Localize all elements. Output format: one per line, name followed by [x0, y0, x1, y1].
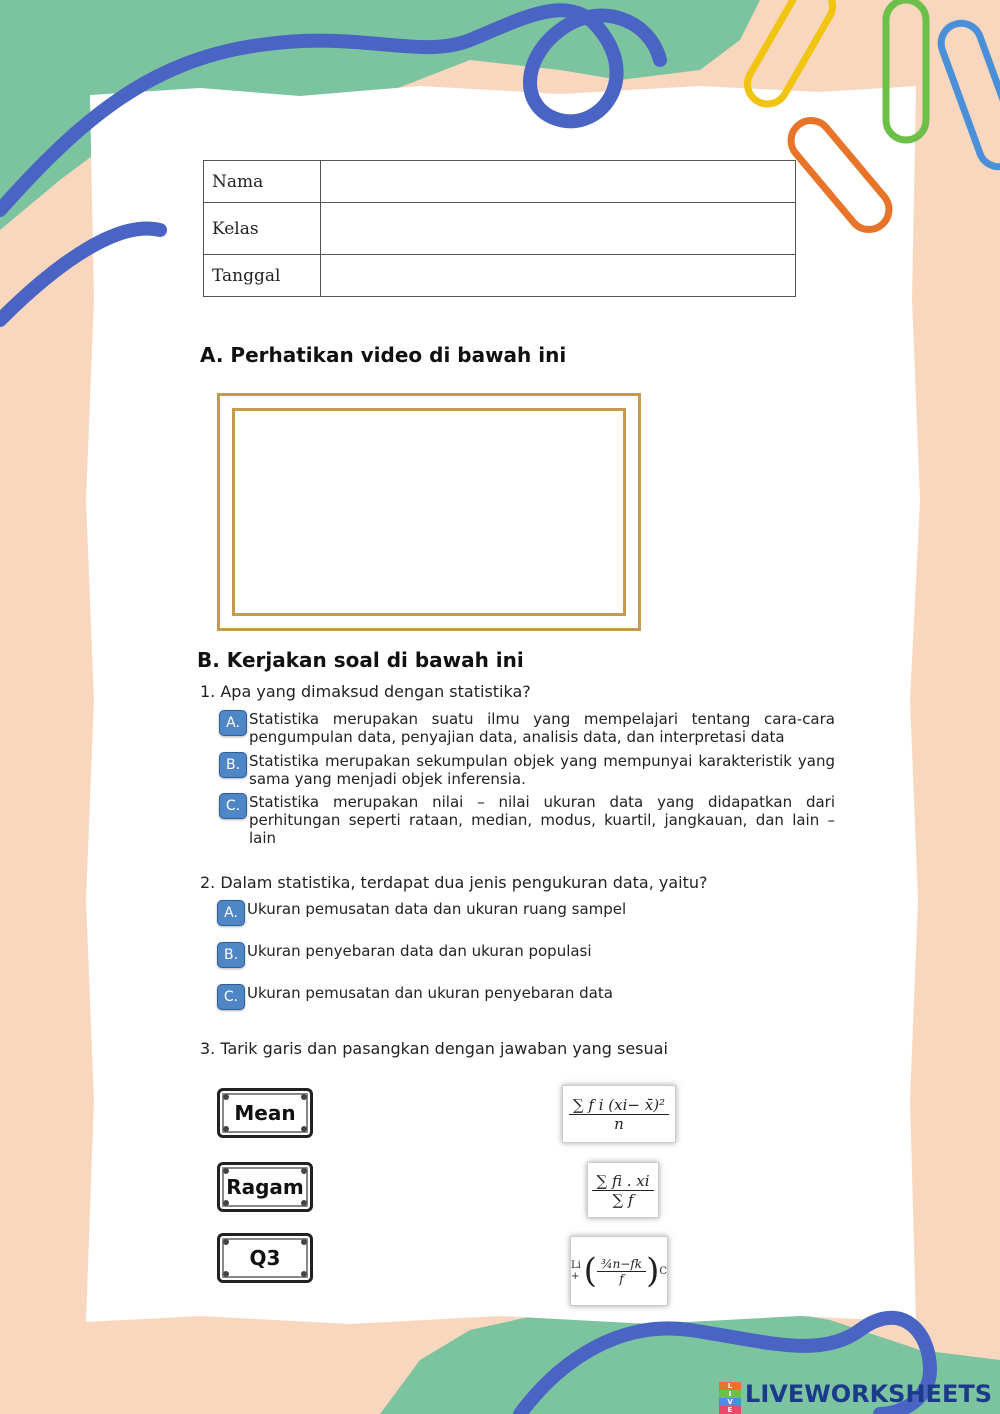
class-field[interactable] [321, 203, 796, 255]
rivet-icon [301, 1126, 307, 1132]
rivet-icon [223, 1239, 229, 1245]
formula-suffix: C [659, 1265, 667, 1277]
section-b-title: B. Kerjakan soal di bawah ini [197, 648, 524, 672]
student-info-table [203, 160, 796, 297]
formula-prefix: Li + [571, 1260, 581, 1282]
question-2-text: 2. Dalam statistika, terdapat dua jenis pengukuran data, yaitu? [200, 873, 708, 892]
formula-denominator: ∑ f [612, 1190, 634, 1209]
rivet-icon [301, 1239, 307, 1245]
rivet-icon [301, 1168, 307, 1174]
formula-quartile[interactable] [570, 1236, 668, 1306]
q2-option-b[interactable] [217, 942, 817, 968]
formula-numerator: ∑ f i (xi− x̄)² [569, 1096, 669, 1115]
option-text: Ukuran pemusatan data dan ukuran ruang sampel [247, 900, 627, 918]
formula-fraction [597, 1257, 646, 1286]
question-3-text: 3. Tarik garis dan pasangkan dengan jawaban yang sesuai [200, 1039, 668, 1058]
option-c-badge[interactable]: C. [219, 793, 247, 819]
formula-denominator: f [619, 1271, 624, 1286]
video-player[interactable] [217, 393, 641, 631]
date-field[interactable] [321, 255, 796, 297]
rivet-icon [301, 1200, 307, 1206]
option-text: Statistika merupakan suatu ilmu yang mempelajari tentang cara-cara pengumpulan data, penyajian data, analisis data, dan interpretasi data [249, 710, 835, 746]
option-text: Statistika merupakan nilai – nilai ukuran data yang didapatkan dari perhitungan seperti rataan, median, modus, kuartil, jangkauan, dan lain – lain [249, 793, 835, 847]
paren-left-icon: ( [583, 1251, 597, 1291]
formula-numerator: ¾n−fk [597, 1257, 646, 1272]
info-row-date [204, 255, 796, 297]
logo-letter: I [719, 1390, 741, 1398]
video-frame-inner [232, 408, 626, 616]
match-term-q3[interactable] [217, 1233, 313, 1283]
option-b-badge[interactable]: B. [219, 752, 247, 778]
q2-option-c[interactable] [217, 984, 817, 1010]
option-text: Ukuran penyebaran data dan ukuran populasi [247, 942, 592, 960]
name-field[interactable] [321, 161, 796, 203]
rivet-icon [223, 1168, 229, 1174]
option-a-badge[interactable]: A. [217, 900, 245, 926]
info-label: Nama [204, 161, 321, 203]
term-label: Ragam [226, 1175, 304, 1199]
formula-denominator: n [614, 1114, 624, 1133]
term-label: Mean [234, 1101, 296, 1125]
logo-letter: L [719, 1382, 741, 1390]
logo-letter: E [719, 1406, 741, 1414]
rivet-icon [223, 1271, 229, 1277]
question-1-text: 1. Apa yang dimaksud dengan statistika? [200, 682, 531, 701]
info-label: Tanggal [204, 255, 321, 297]
formula-numerator: ∑ fi . xi [592, 1172, 653, 1191]
rivet-icon [301, 1094, 307, 1100]
logo-letter: V [719, 1398, 741, 1406]
info-label: Kelas [204, 203, 321, 255]
formula-variance[interactable] [562, 1085, 676, 1143]
q2-option-a[interactable] [217, 900, 817, 926]
option-text: Ukuran pemusatan dan ukuran penyebaran data [247, 984, 613, 1002]
option-text: Statistika merupakan sekumpulan objek yang mempunyai karakteristik yang sama yang menjadi objek inferensia. [249, 752, 835, 788]
watermark-text: LIVEWORKSHEETS [745, 1380, 992, 1408]
rivet-icon [223, 1200, 229, 1206]
paren-right-icon: ) [646, 1251, 660, 1291]
q1-option-a[interactable] [219, 710, 835, 746]
option-b-badge[interactable]: B. [217, 942, 245, 968]
info-row-name [204, 161, 796, 203]
match-term-mean[interactable] [217, 1088, 313, 1138]
liveworksheets-watermark [719, 1380, 992, 1414]
q1-option-c[interactable] [219, 793, 835, 847]
rivet-icon [223, 1094, 229, 1100]
liveworksheets-logo-icon [719, 1382, 741, 1414]
option-a-badge[interactable]: A. [219, 710, 247, 736]
rivet-icon [223, 1126, 229, 1132]
rivet-icon [301, 1271, 307, 1277]
q1-option-b[interactable] [219, 752, 835, 788]
section-a-title: A. Perhatikan video di bawah ini [200, 343, 567, 367]
formula-mean[interactable] [587, 1162, 659, 1218]
term-label: Q3 [249, 1246, 281, 1270]
info-row-class [204, 203, 796, 255]
option-c-badge[interactable]: C. [217, 984, 245, 1010]
match-term-ragam[interactable] [217, 1162, 313, 1212]
